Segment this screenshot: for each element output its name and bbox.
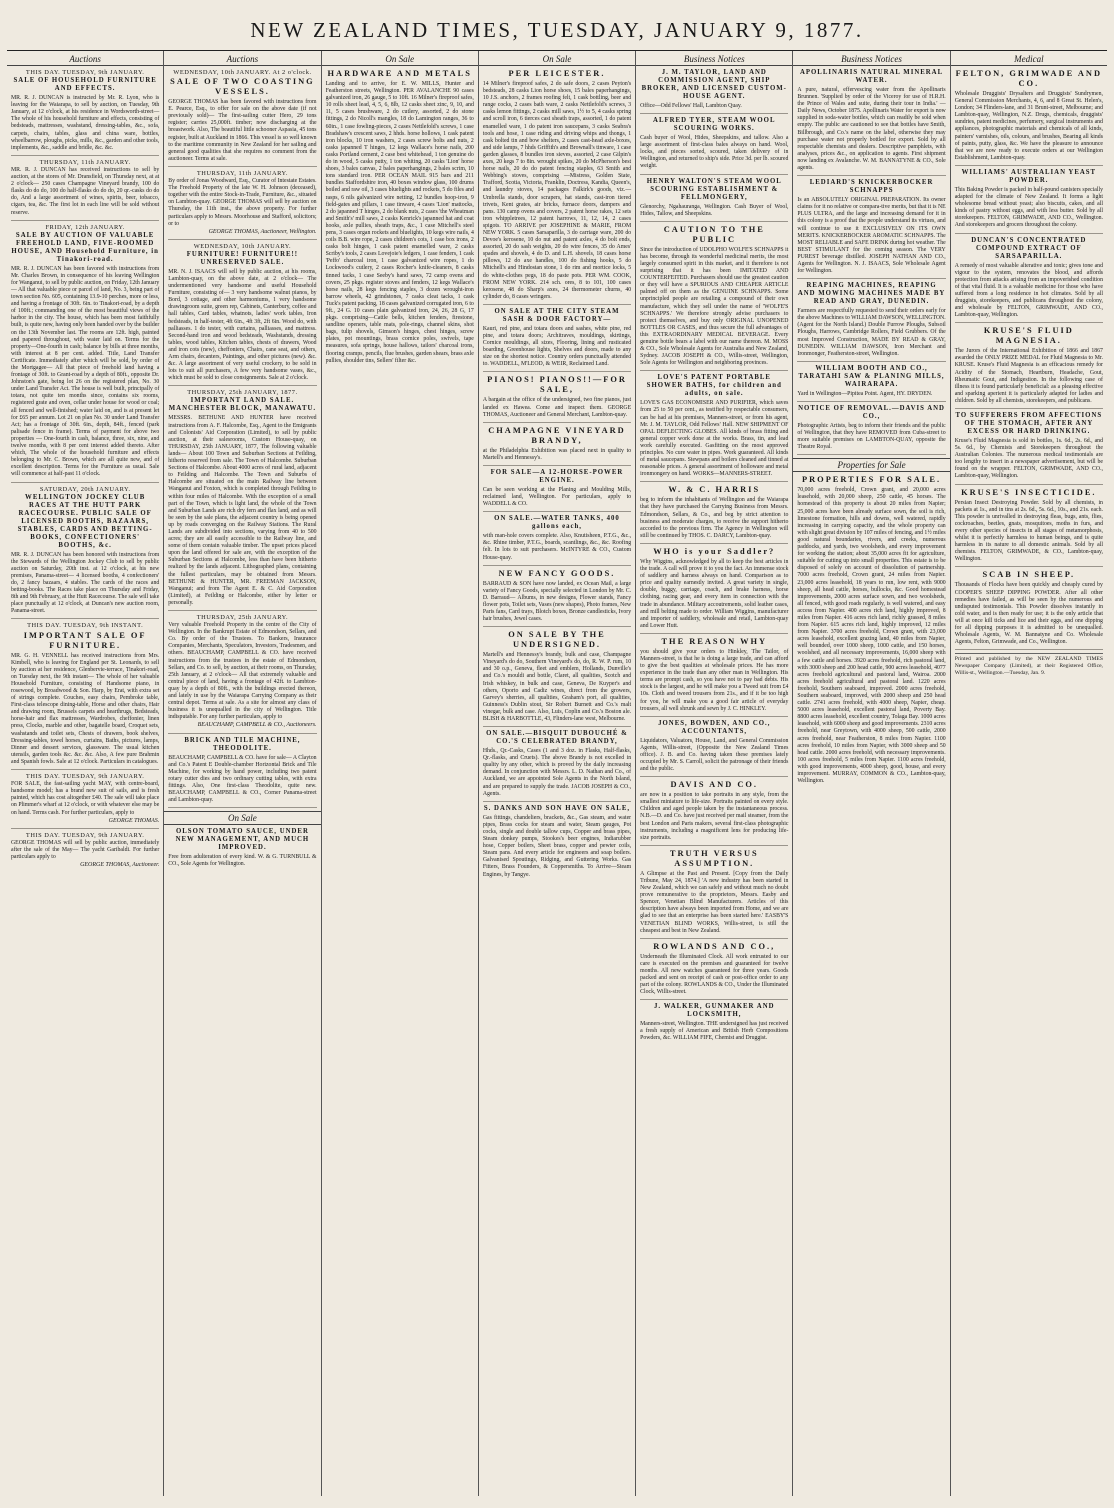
advertisement <box>797 69 945 176</box>
ad-body: Since the introduction of UDOLPHO WOLFE'S SCHNAPPS it has become, through its wonderful medicinal merits, the most largely consumed spirit in this market, and it therefore is not surprising that it has been IMITATED AND COUNTERFEITED. Purchasers should use the greatest caution or they will have a SPURIOUS AND CHEAPER ARTICLE palmed off on them as the GENUINE SCHNAPPS. Some unprincipled people are retailing a compound of their own manufacture, which they sell under the name of 'WOLFE'S SCHNAPPS.' We therefore strongly advise purchasers to protect themselves, and buy only ORIGINAL UNOPENED BOTTLES OR CASES, and thus secure the full advantages of this EXTRAORDINARY MEDICAL BEVERAGE. Every genuine bottle bears a label with our name thereon. M. MOSS & CO., Sole Wholesale Agents for Australia and New Zealand, Sydney. JACOB JOSEPH & CO., Willis-street, Wellington, Sole Agents for Wellington and neighboring provinces. <box>640 246 789 367</box>
ad-title: ROWLANDS AND CO., <box>653 941 776 951</box>
ad-body: Hhds., Qr.-Casks, Cases (1 and 3 doz. in Flasks, Half-flasks, Qr.-flasks, and Cruets). The above Brandy is not excelled in quality by any other, which is proved by the daily increasing demand. In conjunction with Messrs. L. D. Nathan and Co., of Auckland, we are appointed Sole Agents in the North Island, and are prepared to supply the trade. JACOB JOSEPH & CO., Agents. <box>482 748 632 797</box>
advertisement <box>640 942 788 1001</box>
ad-body: A Glimpse at the Past and Present. [Copy from the Daily Tribune, May 24, 1874.] 'A new industry has been started in New Zealand, which we can safely and without much no doubt prove remunerative to the proprietors, Messrs. Easby and Spencer, Venetian Blind Manufacturers. Articles of this description have always been imported from Home, and we are glad to see that an enterprise has been started here.' EASBY'S VENETIAN BLIND WORKS, Willis-street, is still the cheapest and best in New Zealand. <box>640 870 789 934</box>
ad-body: Landing and to arrive, for E. W. MILLS, Hunter and Featherston streets, Wellington. PER AVALANCHE 90 cases galvanized iron, 26 gauge, 5 to 10ft. 16 Milner's fireproof safes, 10 rolls sheet lead, 4, 5, 6, 8lb, 12 casks sheet zinc, 9, 10, and 11, 5 cases brushware, 2 do cutlery, assorted, 2 do stone fittings, 2 do Nicoll's mangles, 18 do Lamington ranges, 36 to 60in., 1 case fowling-pieces, 2 cases Nettlefold's screws, 1 case Bradshaw's crescent saws, 2 hhds. horse hollows, 1 cask patent iron blocks, 10 iron washers, 2 cases screw bolts and nuts, 2 casks japanned T hinges, 12 kegs Wallace's horse nails, 200 casks Portland cement, 2 case best whitehead, 1 ton genuine do do in wood, 5 casks putty, 1 ton whiting, 20 casks 'Lion' horse shoes, 3 bales canvas, 2 bales paperhangings, 2 bales scrim, 10 tons standard iron. PER OCEAN MAIL 915 bars and 211 bundles Staffordshire iron, 40 boxes window glass, 100 drums boiled and raw oil, 3 cases bluelights and rockets, 5 do files and rasps, 6 nils galvanized wire netting, 12 bundles hoop-iron, 9 field-gates and pillars, 1 case tinware, 4 cases 'Lion' mattocks, 2 do japanned T hinges, 2 do blank nuts, 2 cases 'the Wheatman and Smith's' mill saws, 2 casks Kenrick's japanned hat and coat hooks, axle pullies, sheath traps, &c., 1 case Mitchell's steel pens, 3 cases organ rockets and bluelights, 10 kegs wire nails, 4 coils B.B. wire rope, 2 cases children's cots, 1 case box irons, 2 casks bolt hinges, 1 cask patent enamelled ware, 2 casks Scriby's tools, 2 cases Lovejoie's ledgers, 1 case fenders, 1 cask 'Peffo' charcoal iron, 1 case galvanized wire ropes, 1 do Lockwood's cutlery, 2 cases Rocher's knife-cleaners, 8 casks tinned tacks, 1 case Seeby's hand saws, 72 camp ovens and covers, 25 pkgs. register stoves and fenders, 12 kegs Wallace's horse nails, 28 kegs fencing staples, 3 dozen wrought-iron barrow wheels, 42 grindstones, 7 casks cleat tacks, 1 cask Tuck's patent packing, 18 cases galvanized corrugated iron, 6 to 9ft., 24 G. 10 cases plain galvanized iron, 24, 26, 28 G, 17 pkgs. comprising—Cattle bells, kitchen fenders, firestone, sandline openers, table mats, pole-rings, channel skins, shot bags, tulip shovels, Gimson's hinges, chest hinges, screw plates, pot mountings, brass cornice poles, swivels, tape measures, sofa springs, house hallows, tailors' charcoal irons, flooring cramps, pencils, flue brushes, garden shears, brass axle pullies, shoulder tins, Sellers' filter &c. <box>325 81 474 364</box>
ad-body: beg to inform the inhabitants of Wellington and the Waiarapa that they have purchased the Carrying Business from Messrs. Edmondson, Sellars, & Co., and beg by strict attention to business and moderate charges, to receive the support hitherto accorded to the previous firm. The Agency in Wellington will still be continued by THOS. C. DARCY, Lambton-quay. <box>640 497 789 539</box>
ad-date: WEDNESDAY, 10th JANUARY. <box>193 242 292 250</box>
column-heading: Business Notices <box>636 53 792 66</box>
advertisement <box>483 515 631 565</box>
advertisement <box>168 170 316 240</box>
ad-title: SCAB IN SHEEP. <box>982 570 1076 580</box>
advertisement <box>168 243 316 387</box>
ad-title: ON SALE.—BISQUIT DUBOUCHÉ & CO.'S CELEBRATED BRANDY, <box>486 730 628 746</box>
ad-title: THE REASON WHY <box>661 636 768 646</box>
ad-body: Can be seen working at the Planing and Moulding Mills, reclaimed land, Wellington. For particulars, apply to WADDELL & CO. <box>482 486 632 508</box>
ad-body: Wholesale Druggists' Drysalters and Druggists' Sundrymen, General Commission Merchants, 4, 6, and 8 Great St. Helen's, London; 34 Flinders-lane, and 31 Brunt-street, Melbourne; and Lambton-quay, Wellington, N.Z. Drugs, chemicals, druggists' sundries, patent medicines, perfumery, surgical instruments and appliances, photographic materials and chemicals of all kinds, painters' varnishes, oils, colours, and brushes, Bearing all kinds of paints, putty, glass, &c. We have the pleasure to announce that we are now ready to execute orders at our Wellington Establishment, Lambton-quay. <box>954 91 1103 161</box>
ad-body: Cash buyer of Wool, Hides, Sheepskins, and tallow. Also a large assortment of first-class bales always on hand. Wool, locks, and pieces sorted, scoured, taken delivery of in Wellington, and returned to ship's side. Price 3d. per lb. scoured weight. <box>640 135 789 170</box>
ad-title: NOTICE OF REMOVAL.—DAVIS AND CO., <box>798 404 945 420</box>
ad-body: GEORGE THOMAS has been favored with instructions from E. Pearce, Esq., to offer for sale on the above date (if not previously sold)— The first-sailing cutter Hero, 29 tons register; carries 25,000ft. timber; now discharging at the breastwork. Also, The beautiful little schooner Aspasia, 45 tons register, built at Auckland in 1866. This vessel is so well known to the maritime community in New Zealand for her sailing and general good qualities that she requires no comment from the auctioneer. Terms at sale. <box>168 99 317 162</box>
imprint-footnote: Printed and published by the NEW ZEALAND TIMES Newspaper Company (Limited), at their Registered Office, Willis-st., Wellington.—Tuesday, Jan. 9. <box>955 653 1103 676</box>
ad-body: MR. R. J. DUNCAN has been favored with instructions from Mr. Charles Brown, in consequence of his leaving Wellington for Wanganui, to sell by public auction, on Friday, 12th January— All that valuable piece or parcel of land, No. 3, being part of town section No. 605, containing 13.9-10 perches, more or less, and having a frontage of 30ft. 6in. to Tinakori-road, by a depth of 100ft.; commanding one of the most beautiful views of the harbor in the city. The house, which has been most faithfully built, is quite new, having only been handed over by the builder on the 13th November last. The rooms are 12ft. high, painted and papered throughout, with water laid on. Terms for the property—One-fourth in cash; balance by bills at three months, with interest at 8 per cent. added. Title, Land Transfer Certificate. Immediately after which will be sold, by order of the Mortgagee— All that piece of freehold land having a frontage of 30ft. to Grant-road by a depth of 80ft., opposite Dr. Johnston's gate, being lot 26 on the registered plan, No. 30 under Land Transfer Act. The house is well built, principally of totara, not quite ten months since, contains six rooms, registered grate and oven, cellar under house for wood or coal; all fenced and well-finished; water laid on, and is at present let for £65 per annum. Lot 21 on plan No. 30 under Land Transfer Act; has a frontage of 30ft. 6in., depth, 84ft., fenced (park palisade fence in frame). Terms of payment for above two properties — One-fourth in cash, balance, three, six, nine, and twelve months, with 8 per cent interest added thereto. After which, The whole of the household furniture and effects belonging to Mr. C. Brown, which are all quite new, and of excellent description. Terms for the Furniture as usual. Sale will commence at half-past 11 o'clock. <box>11 265 160 478</box>
ad-title: CHAMPAGNE VINEYARD BRANDY, <box>488 425 626 445</box>
advertisement <box>483 426 631 466</box>
advertisement <box>640 485 788 544</box>
ad-title: ON SALE.—WATER TANKS, 400 gallons each, <box>494 515 620 531</box>
ad-title: TO SUFFERERS FROM AFFECTIONS OF THE STOMACH, AFTER ANY EXCESS OR HARD DRINKING. <box>955 412 1103 435</box>
column-heading: Auctions <box>7 53 163 66</box>
ad-date: THURSDAY, 11th JANUARY. <box>39 158 131 166</box>
ad-title: IMPORTANT SALE OF FURNITURE. <box>23 630 147 650</box>
ad-body: MR. R. J. DUNCAN has been honored with instructions from the Stewards of the Wellington Jockey Club to sell by public auction on Saturday, 20th inst. at 12 o'clock, at his new premises, Panama-street— 4 licensed booths, 4 confectioners' do, 2 fancy bazaars, 4 stables. The cards of the races and betting-books. The Races take place on Thursday and Friday, 8th and 9th February, at the Hutt Racecourse. The sale will take place punctually at 12 o'clock, at Duncan's new auction room, Panama-street. <box>11 551 160 615</box>
column-heading: On Sale <box>322 53 478 66</box>
ad-title: FELTON, GRIMWADE AND CO. <box>955 69 1102 88</box>
ad-title: PROPERTIES FOR SALE. <box>802 475 942 485</box>
advertisement <box>640 849 788 939</box>
advertisement <box>326 69 474 368</box>
advertisement <box>11 69 159 156</box>
ad-body: are now in a position to take portraits in any style, from the smallest miniature to life-size. Portraits painted on every style. Children and aged people taken by the instantaneous process. N.B.—D. and Co. have just received per mail steamer, from the best London and Paris makers, several first-class photographic instruments, including a magnificent lens for producing life-size portraits. <box>640 792 789 841</box>
masthead: NEW ZEALAND TIMES, TUESDAY, JANUARY 9, 1877. <box>7 6 1107 51</box>
ad-title: IMPORTANT LAND SALE. MANCHESTER BLOCK, MANAWATU. <box>168 397 317 413</box>
ad-signature: GEORGE THOMAS, Auctioneer, Wellington. <box>208 228 317 235</box>
ad-title: HENRY WALTON'S STEAM WOOL SCOURING ESTABLISHMENT & FELLMONGERY, <box>646 177 782 201</box>
column <box>951 51 1107 1496</box>
ad-body: you should give your orders to Hinkley, The Tailor, of Manners-street, is that he is doing a large trade, and can afford to give the best qualities at wholesale prices. He has more experience in the trade than any other man in Wellington. His terms are prompt cash, so you have not to pay bad debts. His stock is the largest, and he will make you a Tweed suit from £4 10s. Cloth and tweed trousers from 21s., and if it be too high for you, he will make you a good fair article of everyday trousers, all well shrunk and sewn by J. C. HINKLEY. <box>640 648 789 712</box>
advertisement <box>168 614 316 734</box>
ad-signature: BEAUCHAMP, CAMPBELL & CO., Auctioneers. <box>197 722 317 729</box>
ad-title: JONES, BOWDEN, AND CO., ACCOUNTANTS, <box>658 719 771 735</box>
advertisement <box>11 773 159 829</box>
ad-body: Thousands of Flocks have been quickly and cheaply cured by COOPER'S SHEEP DIPPING POWDER. After all other remedies have failed, as will be seen by the numerous and undisputed testimonials. This Powder dissolves instantly in cold water, and is then ready for use; it is the only article that will at once kill ticks and lice and their eggs, and one dipping for all dipping purposes it is admitted to be unequalled. Wholesale Agents, W. M. Bannatyne and Co. Wholesale Agents, Felton, Grimwade, and Co., Wellington. <box>954 582 1103 646</box>
ad-date: THURSDAY, 25th JANUARY, 1877. <box>187 389 298 397</box>
ad-title: WILLIAMS' AUSTRALIAN YEAST POWDER. <box>961 168 1097 184</box>
advertisement <box>955 326 1103 409</box>
ad-title: S. DANKS AND SON HAVE ON SALE, <box>483 804 631 812</box>
ad-body: 14 Milner's fireproof safes, 2 do safe doors, 2 cases Peyton's bedsteads, 28 casks Lion horse shoes, 15 bales paperhangings, 10 J.S. anchors, 2 frames roofing felt, 1 cask bottling, beer and range cocks, 2 cases bath ware, 2 casks Nettlefold's screws, 3 casks lemon fittings, 2 casks mill saws, 1½ to 5, 4 casks spring and scroll iron, 6 tierces cast sheath traps, assorted, 1 do patent enamelled ware, 1 do patent iron saucepans, 3 casks Seabra's tools and hose, 1 case riding and driving whips and thongs, 1 cask bolted tin and bow shelters, 2 cases cast-head axle-boxes, and side lamps, 7 hhds Griffith's and Brownall's tinware, 1 case garden glasses, 8 bundles iron sieves, assorted, 2 case Gilpin's axes, 20 kegs 7 to 8in. wrought spikes, 20 do McPherson's best horse nails, 20 do do patent fencing staples, 63 Smith and Webbing's stoves, comprising —Mistress, Golden State, Trafford, Scotia, Victoria, Franklin, Doctress, Kandia, Queen's, and laundry stoves, 14 packages Falkirk's goods, viz.—Umbrella stands, door scrapers, hat stands, cast-iron tiered trivets, Kent grates, air bricks, furnace doors, dampers and pans. 130 camp ovens and covers, 2 patent horse rakes, 12 sets iron whippletrees, 12 patent harrows, 11, 12, 14, 2 cases spigots. TO ARRIVE per JOSEPHINE & MARIE, FROM NEW YORK. 5 cases Sarsaparilla, 3 do carriage ware, 200 do Devoe's kerosene, 10 do nut and patent axles, 4 do bolt ends, assorted, 20 do sash weights, 20 do wire fences, 35 do Ames' spades and shovels, 4 do D. and L.H. shovels, 18 cases horse pillows, 12 do axe handles, 100 do fishing hooks, 5 do Mitchell's and Hindostan stone, 1 do rim and mortice locks, 5 do white-clothes pegs, 18 do paste pots. PER WM. COOK, FROM NEW YORK. 214 sch. ores, 8 to 101, 100 cases kerosene, 48 do Sharp's axes, 24 thermometer churns, 40 cylinder do, 8 cases wringers. <box>482 81 632 300</box>
advertisement <box>640 547 788 634</box>
ad-body: Free from adulteration of every kind. W. & G. TURNBULL & CO., Sole Agents for Wellington. <box>168 854 317 868</box>
newspaper-page <box>7 6 1107 1496</box>
advertisement <box>640 225 788 372</box>
column <box>322 51 479 1496</box>
advertisement <box>640 374 788 482</box>
ad-signature: GEORGE THOMAS, Auctioneer. <box>80 862 160 869</box>
ad-title: J. WALKER, GUNMAKER AND LOCKSMITH, <box>654 1003 775 1019</box>
advertisement <box>955 488 1103 568</box>
ad-date: WEDNESDAY, 10th JANUARY. At 2 o'clock. <box>173 69 312 76</box>
ad-body: Why Wiggins, acknowledged by all to keep the best articles in the trade. A call will prove it to you the fact. An immense stock of saddlery and harness always on hand. Comparison as to price and quality earnestly invited. A great variety in single, double, buggy, carriage, coach, and brake harness, horse clothing, racing gear, and every item in connection with the trade in abundance. Military accoutrements, solid leather cases, and mill belting made to order. William Wiggins, manufacturer and importer of saddlery, wholesale and retail, Lambton-quay and Lower Hutt. <box>640 558 789 629</box>
advertisement <box>955 169 1103 234</box>
ad-title: WILLIAM BOOTH AND CO., TARATAHI SAW & PLANING MILLS, WAIRARAPA. <box>798 364 945 388</box>
ad-body: Underneath the Illuminated Clock. All work entrusted to our care is executed on the premises and guaranteed for twelve months. All new watches guaranteed for three years. Goods packed and sent on receipt of cash or post-office order to any part of the colony. ROWLANDS & CO., Under the Illuminated Clock, Willis-street. <box>640 953 789 996</box>
ad-body: By order of Jonas Woodward, Esq., Curator of Intestate Estates. The Freehold Property of the late W. H. Johnson (deceased), together with the entire Stock-in-Trade, Furniture, &c., situated on Lambton-quay. GEORGE THOMAS will sell by auction on Thursday, the 11th inst., the above property. For further particulars apply to Messrs. Moorhouse and Stafford, solicitors; or to <box>168 178 317 227</box>
advertisement <box>483 569 631 628</box>
ad-date: THURSDAY, 11th JANUARY. <box>196 169 288 177</box>
advertisement <box>483 375 631 422</box>
ad-title: ON SALE BY THE UNDERSIGNED. <box>508 630 606 650</box>
ad-body: Manners-street, Wellington. THE undersigned has just received a fresh supply of American and British Herb Compositions Powders, &c. WILLIAM FIFE, Chemist and Druggist. <box>640 1021 789 1042</box>
ad-body: Is an ABSOLUTELY ORIGINAL PREPARATION. Its owner claims for it no relative or compara-tive merits, but that it is NE PLUS ULTRA, and the large and increasing demand for it in this colony is a proof that the people understand its virtues, and will continue to use it EXCLUSIVELY ON ITS OWN MERITS. KNICKERBOCKER AROMATIC SCHNAPPS. The MOST RELIABLE and SAFE DRINK during hot weather. The BEST STIMULANT for the coming season. The VERY PUREST beverage distilled. JOSEPH NATHAN AND CO., Agents for Wellington. N. J. ISAACS, Sole Wholesale Agent for Wellington. <box>797 197 946 275</box>
ad-body: Persian Insect Destroying Powder. Sold by all chemists, in packets at 1s., and in tins at 2s. 6d., 5s. 6d., 10s., and 21s. each. This powder is unrivalled in destroying fleas, bugs, ants, flies, cockroaches, beetles, gnats, mosquitoes, moths in furs, and every other species of insects in all stages of metamorphosis, whilst it is perfectly harmless to human beings, and is quite harmless in its nature to all domestic animals. Sold by all chemists. FELTON, GRIMWADE, & CO., Lambton-quay, Wellington. <box>954 499 1103 563</box>
column <box>479 51 636 1496</box>
columns-container <box>7 51 1107 1496</box>
ad-body: Photographic Artists, beg to inform their friends and the public of Wellington, that they have REMOVED from Cuba-street to more suitable premises on LAMBTON-QUAY, opposite the Theatre Royal. <box>797 422 946 451</box>
column-heading: On Sale <box>479 53 635 66</box>
ad-title: ALFRED TYER, STEAM WOOL SCOURING WORKS. <box>653 117 776 133</box>
ad-title: PIANOS! PIANOS!!—FOR SALE, <box>487 375 627 395</box>
advertisement <box>483 805 631 882</box>
ad-title: REAPING MACHINES, REAPING AND MOWING MACHINES MADE BY READ AND GRAY, DUNEDIN. <box>797 282 946 306</box>
advertisement <box>168 389 316 611</box>
advertisement <box>955 69 1103 166</box>
advertisement <box>483 308 631 373</box>
column-heading: Auctions <box>164 53 320 66</box>
column <box>793 51 950 1496</box>
ad-title: TRUTH VERSUS ASSUMPTION. <box>669 848 759 868</box>
advertisement <box>11 224 159 483</box>
advertisement <box>168 737 316 809</box>
column <box>7 51 164 1496</box>
column-heading: Medical <box>951 53 1107 66</box>
advertisement <box>955 237 1103 324</box>
advertisement <box>11 622 159 770</box>
ad-title: KRUSE'S FLUID MAGNESIA. <box>983 326 1074 346</box>
ad-body: Gas fittings, chandeliers, brackets, &c., Gas steam, and water pipes, Brass cocks for steam and water, Steam gauges, Pot cocks, single and double tallow cups, Copper and brass pipes, Steam donkey pumps, Stookes's beer engines, Indiarubber hose, Copper boilers, Sheet brass, copper and pewter coils, Steam pans. And every article for engineers and soap boilers. Galvanised Spoutings, Ridging, and Guttering Works. Gas Fitters, Brass Founders, & Coppersmiths. To Arrive—Steam Engines, by Tangye. <box>482 814 632 878</box>
ad-title: NEW FANCY GOODS. <box>498 568 616 578</box>
advertisement <box>483 630 631 727</box>
ad-title: FURNITURE! FURNITURE!! UNRESERVED SALE. <box>186 250 299 266</box>
ad-title: FOR SALE—A 12-HORSE-POWER ENGINE. <box>490 468 624 484</box>
ad-body: with man-hole covers complete. Also, Knutisheen, P.T.G., &c., &c. Rhine timber, P.T.G., boards, scantlings, &c., &c. Roofing felt. In lots to suit purchasers. McINTYRE & CO., Custom House-quay. <box>482 533 632 561</box>
ad-body: A pure, natural, effervescing water from the Apollinaris Brunnen. 'Supplied by order of the Viceroy for use of H.R.H. the Prince of Wales and suite, during their tour in India.' —Daily News, October 1875. Apollinaris Water for export is now supplied in soda-water bottles, which can readily be sold when empty. The public are cautioned to see that bottles have Smith, Billbrough, and Co.'s name on the label, otherwise they may purchase water not properly bottled for export. Sold by all respectable chemists and dealers. Descriptive pamphlets, with analyses, prices &c., on application to agents. First shipment now landing ex Avalanche. W. M. BANNATYNE & CO., Sole agents. <box>797 87 946 172</box>
ad-date: FRIDAY, 12th JANUARY. <box>45 223 125 231</box>
ad-body: Very valuable Freehold Property in the centre of the City of Wellington. In the Bankrupt Estate of Edmondson, Sellars, and Co. By order of the Trustees. To Bankers, Insurance Companies, Merchants, Speculators, Investors, Tradesmen, and others. BEAUCHAMP, CAMPBELL & CO. have received instructions from the trustees in the estate of Edmondson, Sellars, and Co. to sell, by auction, at their rooms, on Thursday, 25th January, at 2 o'clock— All that extremely valuable and central piece of land, having a frontage of 42ft. to Lambton-quay by a depth of 80ft., with the buildings erected thereon, and lately in use by the Waiarapa Carrying Company as their central depot. Terms at sale. As a site for almost any class of business it is unequalled in the city of Wellington. Title indisputable. For any further particulars, apply to <box>168 622 317 721</box>
ad-title: PER LEICESTER. <box>508 69 606 78</box>
ad-body: The Jurors of the International Exhibition of 1866 and 1867 awarded the ONLY PRIZE MEDAL for Fluid Magnesia to Mr. KRUSE. Kruse's Fluid Magnesia is an efficacious remedy for Acidity of the Stomach, Heartburn, Headache, Gout, Rheumatic Gout, and Indigestion. In the following case of illness it is found particularly beneficial: as a pleasing effective and sparking aperient it is particularly adapted for ladies and children. Sold by all chemists, storekeepers, and publicans. <box>954 348 1103 404</box>
advertisement <box>640 720 788 777</box>
ad-title: LEDIARD'S KNICKERBOCKER SCHNAPPS <box>809 179 934 195</box>
advertisement <box>168 69 316 167</box>
advertisement <box>797 405 945 455</box>
ad-body: MR. R. J. DUNCAN has received instructions to sell by auction, at the stores of Mr. Dransfield, on Thursday next, at at 2 o'clock— 250 cases Champagne Vineyard brandy, 100 do flasks do do do, 100 do half-flasks do do do, 20 qr.-casks do do do, And a large assortment of wines, spirits, beer, tobacco, cigars, tea, &c. The first lot in each line will be sold without reserve. <box>11 166 160 216</box>
ad-body: MESSRS. BETHUNE AND HUNTER have received instructions from A. F. Halcombe, Esq., Agent to the Emigrants and Colonists' Aid Corporation (Limited), to sell by public auction, at their salesrooms, Custom House-quay, on THURSDAY, 25th JANUARY, 1877, The following valuable lands— About 100 Town and Suburban Sections at Feilding, hitherto reserved from sale. The Town of Halcombe. Suburban Sections of Halcombe. About 4000 acres of rural land, adjacent to Feilding and Halcombe. The Town and Suburbs of Halcombe are situated on the main Railway line between Wanganui and Foxton, which is completed through Feilding to within four miles of Halcombe. With the exception of a small part of the Town, which is light land, the whole of the Town and Suburban Lands are rich dry fern and flax land, and as will be seen by the sale plans, the adjacent country is being opened up by roads converging on the Railway Stations. The Rural Lands are subdivided into sections, varying from 40 to 500 acres; they are all easily accessible to the Railway line, and some of them contain valuable timber. The upset prices placed upon the land offered for sale are, with the exception of the Suburban Sections at Halcombe, less than have been hitherto realized by the lands adjacent. Lithographed plans, containing the fullest particulars, may be obtained from Messrs. BETHUNE & HUNTER, MR. FREEMAN JACKSON, Wanganui; and from The Agent E. & C. Aid Corporation (Limited), at Feilding or Halcombe, either by letter or personally. <box>168 415 317 606</box>
ad-date: THIS DAY. TUESDAY, 9th JANUARY. <box>25 831 145 839</box>
ad-date: THIS DAY. TUESDAY, 9th INSTANT. <box>27 622 144 630</box>
advertisement <box>797 179 945 279</box>
advertisement <box>168 828 316 871</box>
ad-title: DAVIS AND CO. <box>670 780 759 790</box>
advertisement <box>797 282 945 362</box>
ad-body: MR. R. J. DUNCAN is instructed by Mr. R. Lyon, who is leaving for the Waiarapa, to sell by auction, on Tuesday, 9th January, at 12 o'clock, at his residence in Wordsworth-street— The whole of his household furniture and effects, consisting of bedsteads, mattresses, washstand, dressing-tables, &c., sofa, carpets, chairs, tables, glass and china ware, bottles, wheelbarrow, ploughs, picks, mills, &c., garden and other tools, implements, &c., saddle and bridle, &c. &c. <box>11 95 160 151</box>
ad-title: J. M. TAYLOR, LAND AND COMMISSION AGENT, SHIP BROKER, AND LICENSED CUSTOM-HOUSE AGENT. <box>641 69 787 100</box>
ad-body: MR. N. J. ISAACS will sell by public auction, at his rooms, Lambton-quay, on the above date, at 2 o'clock— The undermentioned very handsome and useful Household Furniture, consisting of— 3 very handsome walnut pianos, by Bord, 3 cottage, and other harmoniums, 1 very handsome drawingroom suite, green rep, Cabinets, Canterbury, coffee and hall tables, Card tables, whatnots, ladies' work tables, Iron bedsteads, in half-tester, 4ft 6in., 4ft 3ft, 2ft 6in. Wood do, with palliasses. 1 do tester, with curtains, palliasses, and mattress. Second-hand iron and wood bedsteads, Washstands, dressing tables, wood tables, Kitchen tables, chests of drawers, Wood and iron cots (new), cheffoniers, Chairs, cane seat, and others, Arm chairs, decanters, Paintings, and other pictures (new). &c. &c. A large assortment of very useful crockery, to be sold in lots to suit all purchasers, A few very handsome vases, &c., which must be sold to close consignments. Sale at 2 o'clock. <box>168 268 317 382</box>
advertisement <box>11 486 159 620</box>
ad-body: GEORGE THOMAS will sell by public auction, immediately after the sale of the May— The yacht Garibaldi. For further particulars apply to <box>11 839 160 860</box>
ad-title: DUNCAN'S CONCENTRATED COMPOUND EXTRACT OF SARSAPARILLA. <box>971 236 1087 260</box>
advertisement <box>955 570 1103 650</box>
ad-title: SALE OF HOUSEHOLD FURNITURE AND EFFECTS. <box>13 77 157 93</box>
advertisement <box>483 69 631 305</box>
ad-title: HARDWARE AND METALS <box>327 69 472 78</box>
ad-body: Glenorchy, Ngahauranga, Wellington. Cash Buyer of Wool, Hides, Tallow, and Sheepskins. <box>640 203 789 217</box>
advertisement <box>640 780 788 846</box>
advertisement <box>955 412 1103 485</box>
advertisement <box>797 365 945 402</box>
ad-body: Kauri, red pine, and totara doors and sashes, white pine, red pine, and totara doors; Architraves, mouldings, skirtings, Cornice mouldings, all sizes, Flooring, lining and rusticated boarding, Greenhouse lights, Shelves and doors, made to any size on the shortest notice. Country orders punctually attended to. WADDELL, M'LEOD, & WEIR, Reclaimed Land. <box>482 325 632 368</box>
ad-title: CAUTION TO THE PUBLIC <box>663 224 765 244</box>
advertisement <box>483 469 631 512</box>
ad-body: A bargain at the office of the undersigned, two fine pianos, just landed ex Hawea. Come and inspect them. GEORGE THOMAS, Auctioneer and General Merchant, Lambton-quay. <box>482 397 632 418</box>
ad-title: SALE OF TWO COASTING VESSELS. <box>170 77 315 97</box>
ad-body: BARRAUD & SON have now landed, ex Ocean Mail, a large variety of Fancy Goods, specially selected in London by Mr. C. D. Barraud— Albums, in new designs, Flower stands, Fancy flower pots, Toilet sets, Vases (new shapes), Photo frames, New Paris fans, Card trays, Blotch boxes, Bronze candlesticks, Ivory hair brushes, Jewel cases. <box>482 580 632 623</box>
ad-date: THURSDAY, 25th JANUARY. <box>196 614 289 621</box>
ad-date: THIS DAY. TUESDAY, 9th JANUARY. <box>25 773 145 781</box>
ad-body: Office—Odd Fellows' Hall, Lambton Quay. <box>640 103 742 109</box>
ad-body: A remedy of most valuable alterative and tonic; gives tone and vigour to the system, renovates the blood, and affords protection from attacks arising from an impoverished condition of that vital fluid. It is a valuable medicine for those who have suffered from a long residence in hot climates. Sold by all druggists, storekeepers, and publicans throughout the colony, and wholesale by FELTON, GRIMWADE, AND CO., Lambton-quay, Wellington. <box>954 262 1103 319</box>
ad-body: FOR SALE, the fast-sailing yacht MAY, with centre-board, handsome model; has a brand new suit of sails, and is fresh painted, which has cost altogether £40. The sale will take place on Plimmer's wharf at 12 o'clock, or with whatever else may be on hand. Terms cash. For further particulars, apply to <box>11 781 160 816</box>
ad-date: SATURDAY, 20th JANUARY. <box>39 485 131 493</box>
ad-body: Yard in Wellington—Pipitea Point. Agent, HY. DRYDEN. <box>797 390 933 397</box>
advertisement <box>11 159 159 221</box>
ad-signature: GEORGE THOMAS. <box>108 817 160 824</box>
advertisement <box>797 475 945 788</box>
advertisement <box>11 832 159 872</box>
advertisement <box>640 1003 788 1045</box>
ad-body: This Baking Powder is packed in half-pound canisters specially adapted for the climate of New Zealand. It forms a light wholesome bread without yeast; also biscuits, cakes, and all kinds of pastry without eggs, and with less butter. Sold by all storekeepers. FELTON, GRIMWADE, AND CO., Wellington. And storekeepers and grocers throughout the colony. <box>954 186 1103 229</box>
advertisement <box>640 178 788 222</box>
ad-title: W. & C. HARRIS <box>668 485 761 495</box>
ad-title: KRUSE'S INSECTICIDE. <box>961 487 1097 497</box>
ad-title: BRICK AND TILE MACHINE, THEODOLITE. <box>184 736 301 752</box>
ad-body: BEAUCHAMP, CAMPBELL & CO. have for sale— A Clayton and Co.'s Patent E Double-chamber Horizontal Brick and Tile Machine, for working by hand power, including two patent rotary cutter dies and two ordinary cutting tables, with extra fittings. Also, One first-class Theodolite, quite new. BEAUCHAMP, CAMPBELL & CO., Corner Panama-street and Lambton-quay. <box>168 754 317 804</box>
section-heading: On Sale <box>164 811 320 825</box>
advertisement <box>640 117 788 174</box>
ad-body: MR. G. H. VENNELL has received instructions from Mrs. Kimbell, who is leaving for England per St. Leonards, to sell by auction at her residence, Glenbervie-terrace, Tinakori-road, on Tuesday next, the 9th instant— The whole of her valuable Household Furniture, consisting of Handsome piano, in rosewood, by Broadwood & Son. Harp, by Erat, with extra set of strings complete. Couches, easy chairs, Pembroke table, First-class telescope dining-table, Horse and other chairs, Hair and drawing room, Brussels carpets and hearthrugs, Bedsteads, horse-hair and flax mattresses, Wardrobes, cheffonier, linen press, Clocks, marble and other, bagatelle board, Croquet sets, washstands and toilet sets, Chests of drawers, book shelves, Dressing-tables, towel horses, curtains, Baths, pictures, lamps, Dinner and dessert services, glassware. The usual kitchen utensils, garden tools &c. &c. &c. Also, A few pure Brahmin and Spanish fowls. Sale at 12 o'clock. Particulars in catalogues. <box>11 652 160 765</box>
ad-body: Farmers are respectfully requested to send their orders early for the above Machines to WILLIAM DAWSON, WELLINGTON. (Agent for the North Island.) Double Furrow Ploughs, Subsoil Ploughs, Harrows, Cambridge Rollers, Field Grubbers. Of the most Improved Construction, MADE BY READ & GRAY, DUNEDIN. WILLIAM DAWSON, Iron Merchant and Ironmonger, Featherston-street, Wellington. <box>797 308 946 357</box>
ad-title: SALE BY AUCTION OF VALUABLE FREEHOLD LAND, FIVE-ROOMED HOUSE, AND Household Furniture, in Tinakori-road. <box>11 231 159 263</box>
ad-title: APOLLINARIS NATURAL MINERAL WATER. <box>799 69 944 84</box>
section-heading: Properties for Sale <box>793 458 949 472</box>
advertisement <box>640 637 788 717</box>
ad-title: OLSON TOMATO SAUCE, UNDER NEW MANAGEMENT, AND MUCH IMPROVED. <box>175 828 310 852</box>
ad-date: THIS DAY. TUESDAY, 9th JANUARY. <box>25 69 145 76</box>
ad-body: at the Philadelphia Exhibition was placed next in quality to Martell's and Hennessy's. <box>482 447 632 461</box>
ad-title: WHO is your Saddler? <box>653 546 776 556</box>
advertisement <box>483 730 631 802</box>
ad-title: WELLINGTON JOCKEY CLUB RACES AT THE HUTT PARK RACECOURSE. PUBLIC SALE OF LICENSED BOOTHS, BAZAARS, STABLES, CARDS AND BETTING-BOOKS, CONFECTIONERS' BOOTHS, &c. <box>17 493 153 549</box>
column <box>164 51 321 1496</box>
ad-body: Martell's and Hennessy's brandy, bulk and case, Champagne Vineyard's do do, Southern Vineyard's do, do, R. W. P. rum, 10 and 30 o.p., Geneva, fleet and emblem, Hollands, Dunville's and Co.'s mouldi and bottle, Claret, all qualities, Scotch and Irish whiskey, in bulk and case, Geneva, De Kuyper's and others, Oporto and Cadiz wines, direct from the growers, Garvey's sherries, all qualities, Graham's port, all qualities, Guinness's Dublin stout, Sir Robert Burnett and Co.'s malt vinegar, bulk and case. Also, Luis, Coplin and Co.'s Boston ale. BLISH & HARBOTTLE, 43, Flinders-lane west, Melbourne. <box>482 652 632 722</box>
ad-title: ON SALE AT THE CITY STEAM SASH & DOOR FACTORY— <box>494 307 620 323</box>
ad-body: Liquidators, Valuators, House, Land, and General Commission Agents, Willis-street, (Opposite the New Zealand Times office). J. B. and Co. having taken these premises lately occupied by Mr. S. Carroll, solicit the patronage of their friends and the public. <box>640 737 789 773</box>
ad-body: 70,000 acres freehold, Crown grant, and 20,000 acres leasehold, with 20,000 sheep, 250 cattle, 45 horses. The homestead of this property is about 20 miles from Napier; 25,000 acres have been already surface sown, the soil is rich, limestone formation, hills and downs, well watered, rapidly increasing in carrying capacity, and the whole property can with slight great division by 107 miles of fencing, and 1½ miles good natural boundaries, rivers, and creeks, numerous paddocks, and yards, two woolsheds, and every improvement for working the station; about 35,000 acres fit for agriculture, suitable for cutting up into small properties. This estate is to be disposed of solely on account of dissolution of partnership. 7000 acres freehold, Crown grant, 24 miles from Napier. 23,000 acres leasehold, 18 years to run, low rent, with 9000 sheep, all head cattle, horses, bullocks, &c. Good homestead improvements, 2000 acres surface sown, and two woolsheds, all fenced, with good roads regularly, is well watered, and easy access from Napier. 400 acres rich land, highly improved, 8 miles from Napier. 416 acres rich land, richly grassed, 8 miles from Napier. 615 acres rich land, highly improved, 12 miles from Napier. 3700 acres freehold, Crown grant, with 23,000 acres leasehold, excellent grazing land, 40 miles from Napier, well bounded, over 1000 sheep, 1000 cattle, and 150 horses, woolshed, and all necessary improvements, 16,000 sheep with a few cattle and horses. 3920 acres freehold, rich pastoral land, with 3000 sheep and 200 head cattle, 900 acres leasehold, 4077 acres freehold agricultural and pastoral land, Wairoa. 2000 acres freehold agricultural and pastoral land. 1220 acres freehold, Southern seaboard, improved. 2000 acres freehold, Southern seaboard, improved, with 2000 sheep and 250 head cattle. 2741 acres freehold, with 4000 sheep, Napier, cheap. 5000 acres leasehold, excellent pastoral land, Poverty Bay. 8800 acres leasehold, excellent country, Tolaga Bay. 1000 acres leasehold, with 6000 sheep and good improvements. 2310 acres freehold, near Greytown, with 4000 sheep, 500 cattle, 2000 acres freehold, near Featherston, 8 miles from Napier. 1100 acres freehold, 10 miles from Napier, with 3000 sheep and 50 head cattle. 2000 acres freehold, with necessary improvements. 100 acres freehold, 5 miles from Napier. 1100 acres freehold, with good improvements, 4000 sheep, good, house, and every improvement. MURRAY, COMMON & CO., Lambton-quay, Wellington. <box>797 487 946 785</box>
column-heading: Business Notices <box>793 53 949 66</box>
ad-title: LOVE'S PATENT PORTABLE SHOWER BATHS, for children and adults, on sale. <box>646 374 782 398</box>
ad-body: Kruse's Fluid Magnesia is sold in bottles, 1s. 6d., 2s. 6d., and 5s. 6d., by Chemists and Storekeepers throughout the Australian Colonies. The numerous medical testimonials are too lengthy to insert in a newspaper advertisement, but will be found on the wrapper. FELTON, GRIMWADE, AND CO., Lambton-quay, Wellington. <box>954 438 1103 480</box>
column <box>636 51 793 1496</box>
advertisement <box>640 69 788 114</box>
ad-body: LOVE'S GAS ECONOMISER AND PURIFIER, which saves from 25 to 50 per cent., as testified by respectable consumers, can be had at his premises, Manners-street, or from his agent, Mr. J. M. TAYLOR, Odd Fellows' Hall. NEW SHIPMENT OF OPAL DEFLECTING GLOBES. All kinds of brass fitting and general copper work done at the works. Brass, tin, and lead work carefully executed. Gasfitting on the most approved principles. No cure water in pipes. Work guaranteed. All kinds of metal saucepans. Stewpans and boilers cleaned and tinned at reasonable prices. A general assortment of holloware and metal ironmongery on hand. WORKS—MANNERS-STREET. <box>640 400 789 478</box>
